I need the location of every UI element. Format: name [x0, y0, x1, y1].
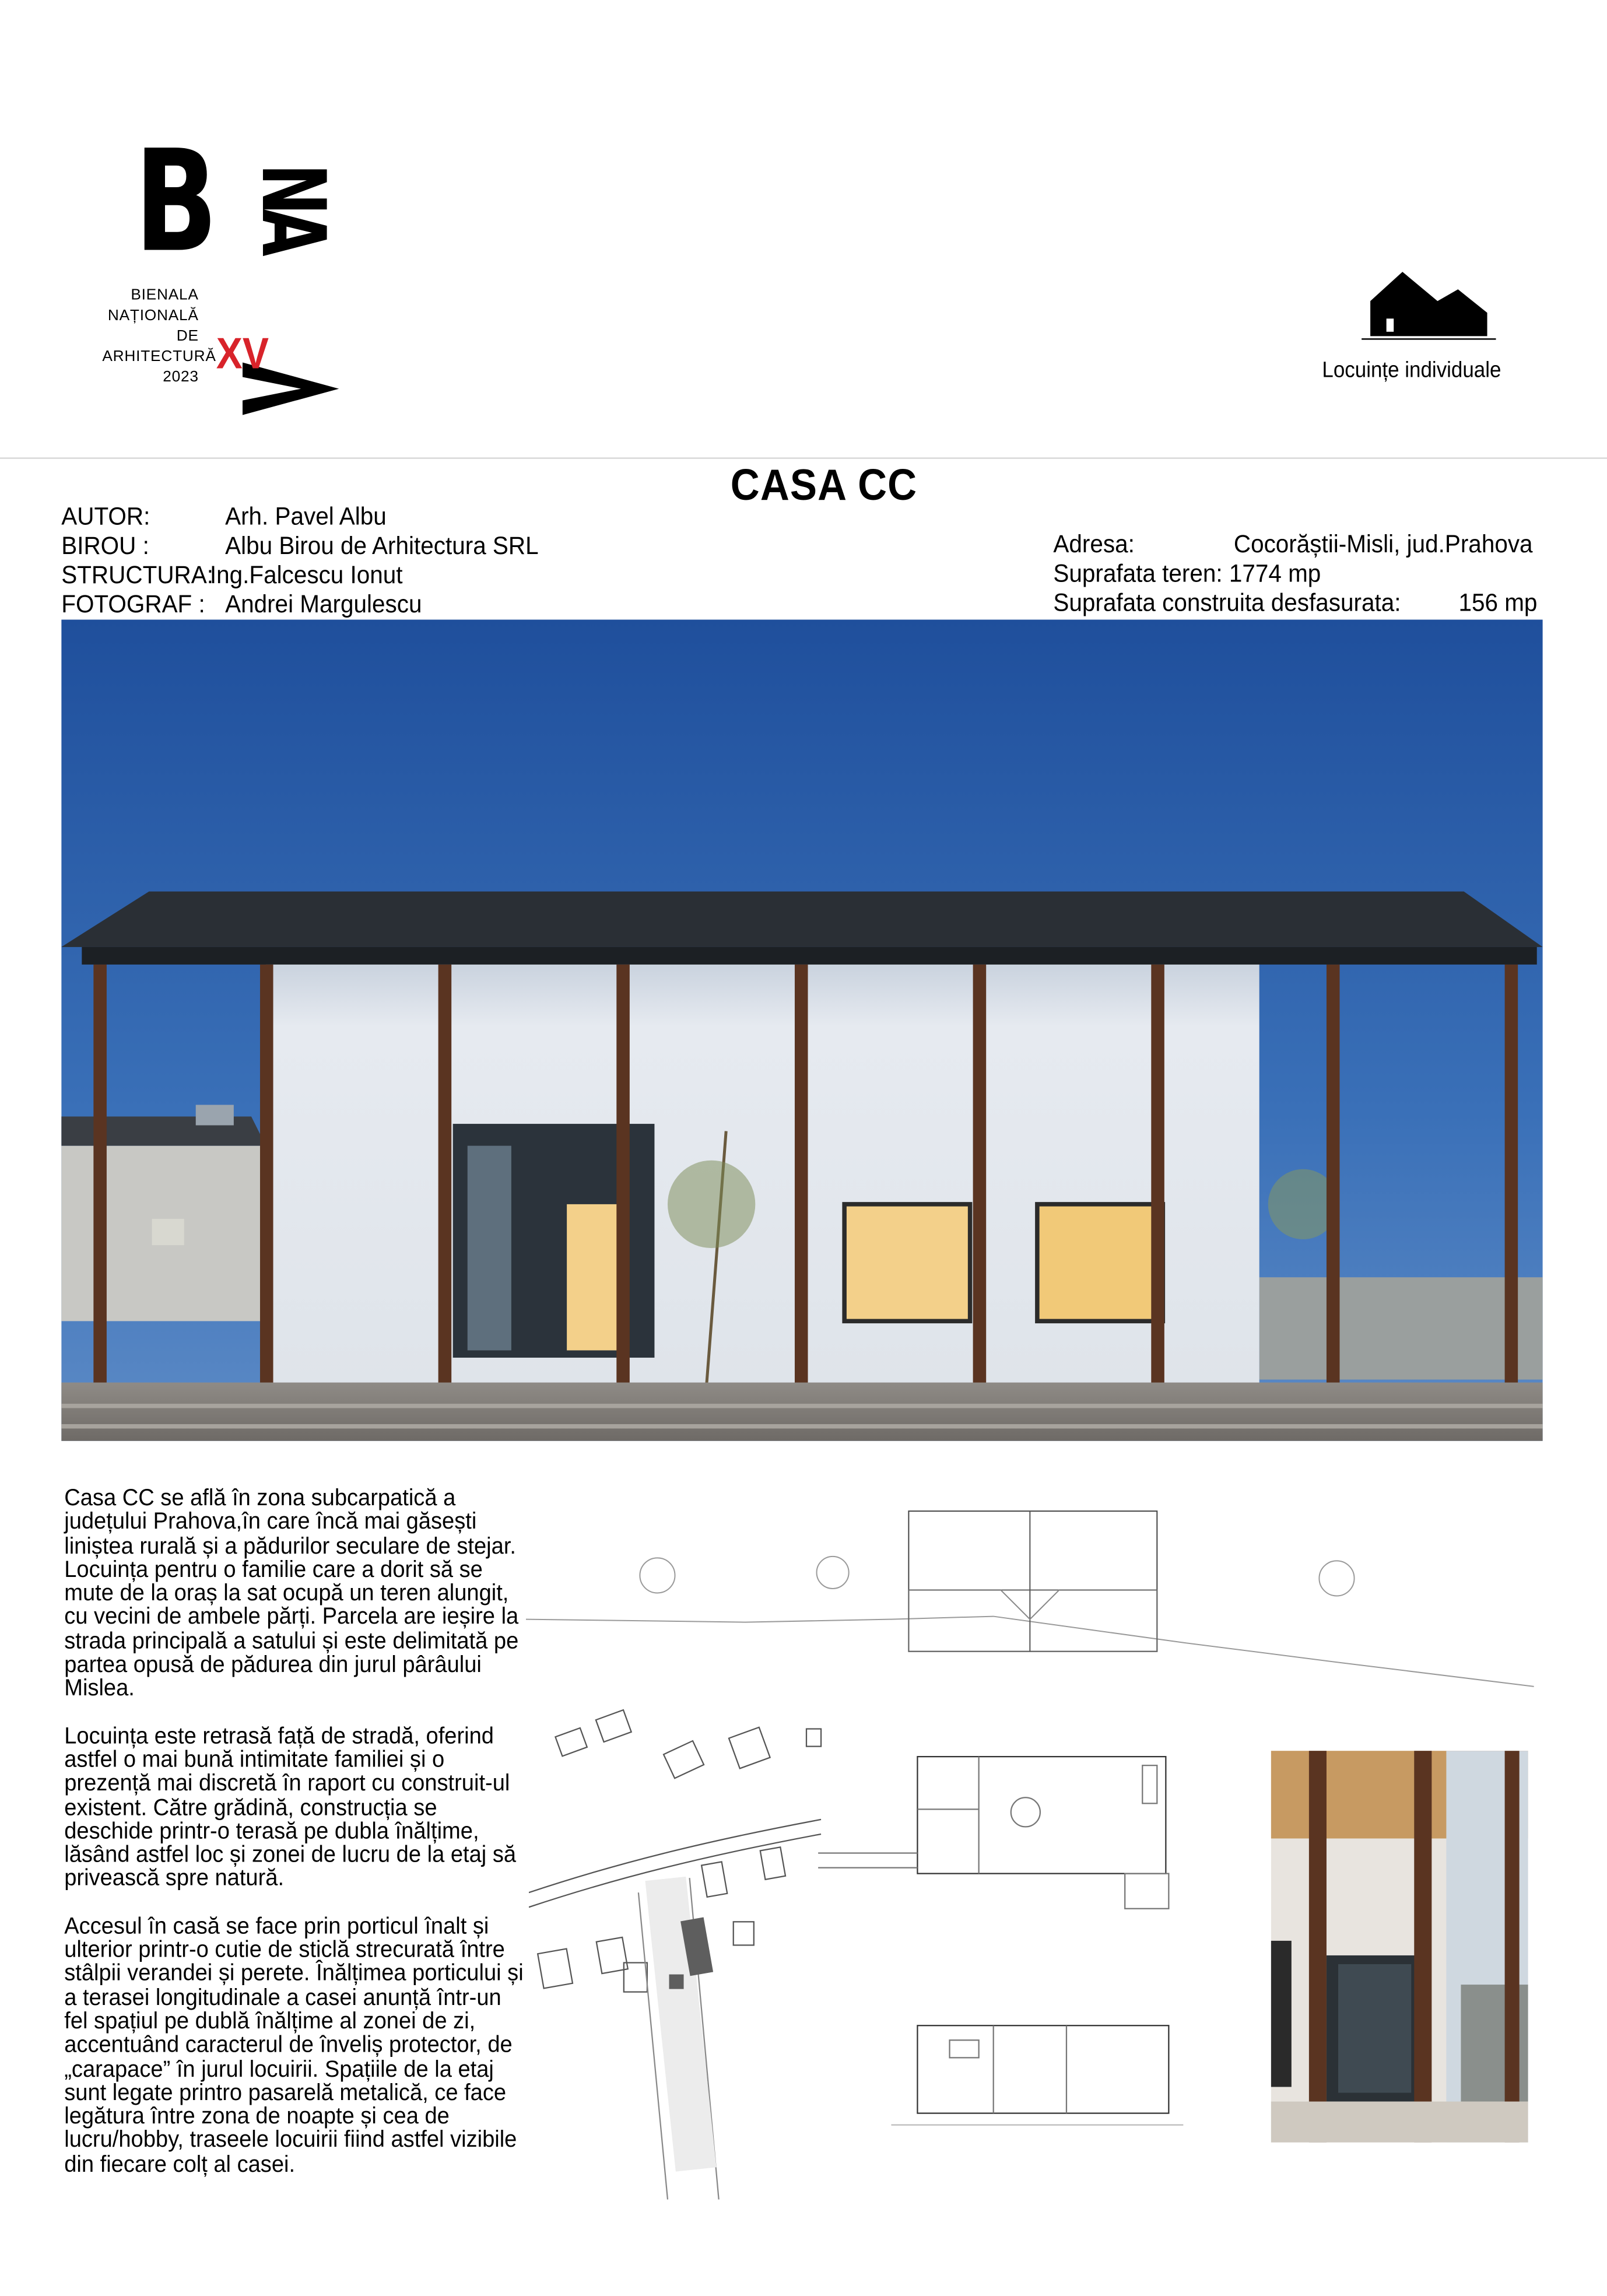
houses-silhouette-icon — [1362, 269, 1496, 345]
logo-edition: XV — [216, 330, 269, 379]
built-area-row — [1053, 588, 1538, 618]
credit-value: Albu Birou de Arhitectura SRL — [225, 532, 539, 560]
main-photo-house-facade — [61, 620, 1543, 1441]
logo-letter-b: B — [134, 120, 218, 284]
bna-logo — [102, 120, 365, 424]
credit-row-structure — [61, 561, 403, 590]
ground-floor-plan-drawing — [818, 1751, 1183, 1926]
credit-row-author — [61, 503, 387, 532]
description-paragraph: Locuința este retrasă față de stradă, oferind astfel o mai bună intimitate familiei și o prezență mai discretă în raport cu construit-ul existent. Către grădină, construcția se deschide printr-o terasă pe dubla înălțime, lăsând astfel loc și zonei de lucru de la etaj să privească spre natură. — [64, 1724, 517, 1892]
address-label: Adresa: — [1053, 530, 1135, 559]
logo-letters-na: NA — [241, 163, 343, 251]
project-title: CASA CC — [730, 461, 918, 510]
upper-floor-plan-drawing — [891, 2020, 1183, 2151]
cross-section-drawing — [526, 1502, 1534, 1707]
logo-subtitle-line: ARHITECTURĂ — [102, 348, 216, 366]
land-area: Suprafata teren: 1774 mp — [1053, 559, 1321, 588]
credits-block — [61, 503, 539, 619]
built-area-label: Suprafata construita desfasurata: — [1053, 588, 1401, 617]
header-divider — [0, 457, 1607, 459]
address-value: Cocorăștii-Misli, jud.Prahova — [1233, 530, 1533, 559]
credit-key: AUTOR: — [61, 503, 150, 531]
category-label: Locuințe individuale — [1322, 357, 1501, 383]
logo-subtitle-line: 2023 — [163, 368, 199, 386]
credit-value: Andrei Margulescu — [225, 590, 422, 619]
logo-subtitle — [102, 285, 216, 387]
credit-value: Arh. Pavel Albu — [225, 503, 387, 531]
built-area-value: 156 mp — [1458, 588, 1538, 617]
description-paragraph: Casa CC se află în zona subcarpatică a județului Prahova,în care încă mai găsești liniștea rurală și a pădurilor seculare de stejar. Locuința pentru o familie care a dorit să se mute de la oraș la sat ocupă un teren alungit, cu vecini de ambele părți. Parcela are ieșire la strada principală a satului și este delimitată pe partea opusă de pădurea din jurul pârâului Mislea. — [64, 1486, 519, 1702]
logo-subtitle-line: DE — [176, 327, 199, 345]
detail-photo-veranda — [1271, 1751, 1528, 2143]
credit-key: STRUCTURA: — [61, 561, 214, 589]
address-row — [1053, 530, 1533, 560]
credit-key: FOTOGRAF : — [61, 590, 205, 619]
description-text — [64, 1488, 531, 2201]
credit-key: BIROU : — [61, 532, 149, 560]
site-info-block — [1053, 530, 1538, 618]
site-plan-drawing — [529, 1702, 850, 2199]
logo-subtitle-line: NAȚIONALĂ — [107, 307, 199, 325]
credit-row-photographer — [61, 590, 422, 619]
credit-value: Ing.Falcescu Ionut — [209, 561, 403, 589]
credit-row-office — [61, 532, 539, 561]
description-paragraph: Accesul în casă se face prin porticul înalt și ulterior printr-o cutie de sticlă strecurată între stâlpii verandei și perete. Înălțimea porticului și a terasei longitudinale a casei anunță într-un fel spațiul pe dublă înălțime al zonei de zi, accentuând caracterul de înveliș protector, de „carapace” în jurul locuirii. Spațiile de la etaj sunt legate printro pasarelă metalică, ce face legătura între zona de noapte și cea de lucru/hobby, traseele locuirii fiind astfel vizibile din fiecare colț al casei. — [64, 1914, 524, 2178]
logo-subtitle-line: BIENALA — [131, 286, 199, 304]
